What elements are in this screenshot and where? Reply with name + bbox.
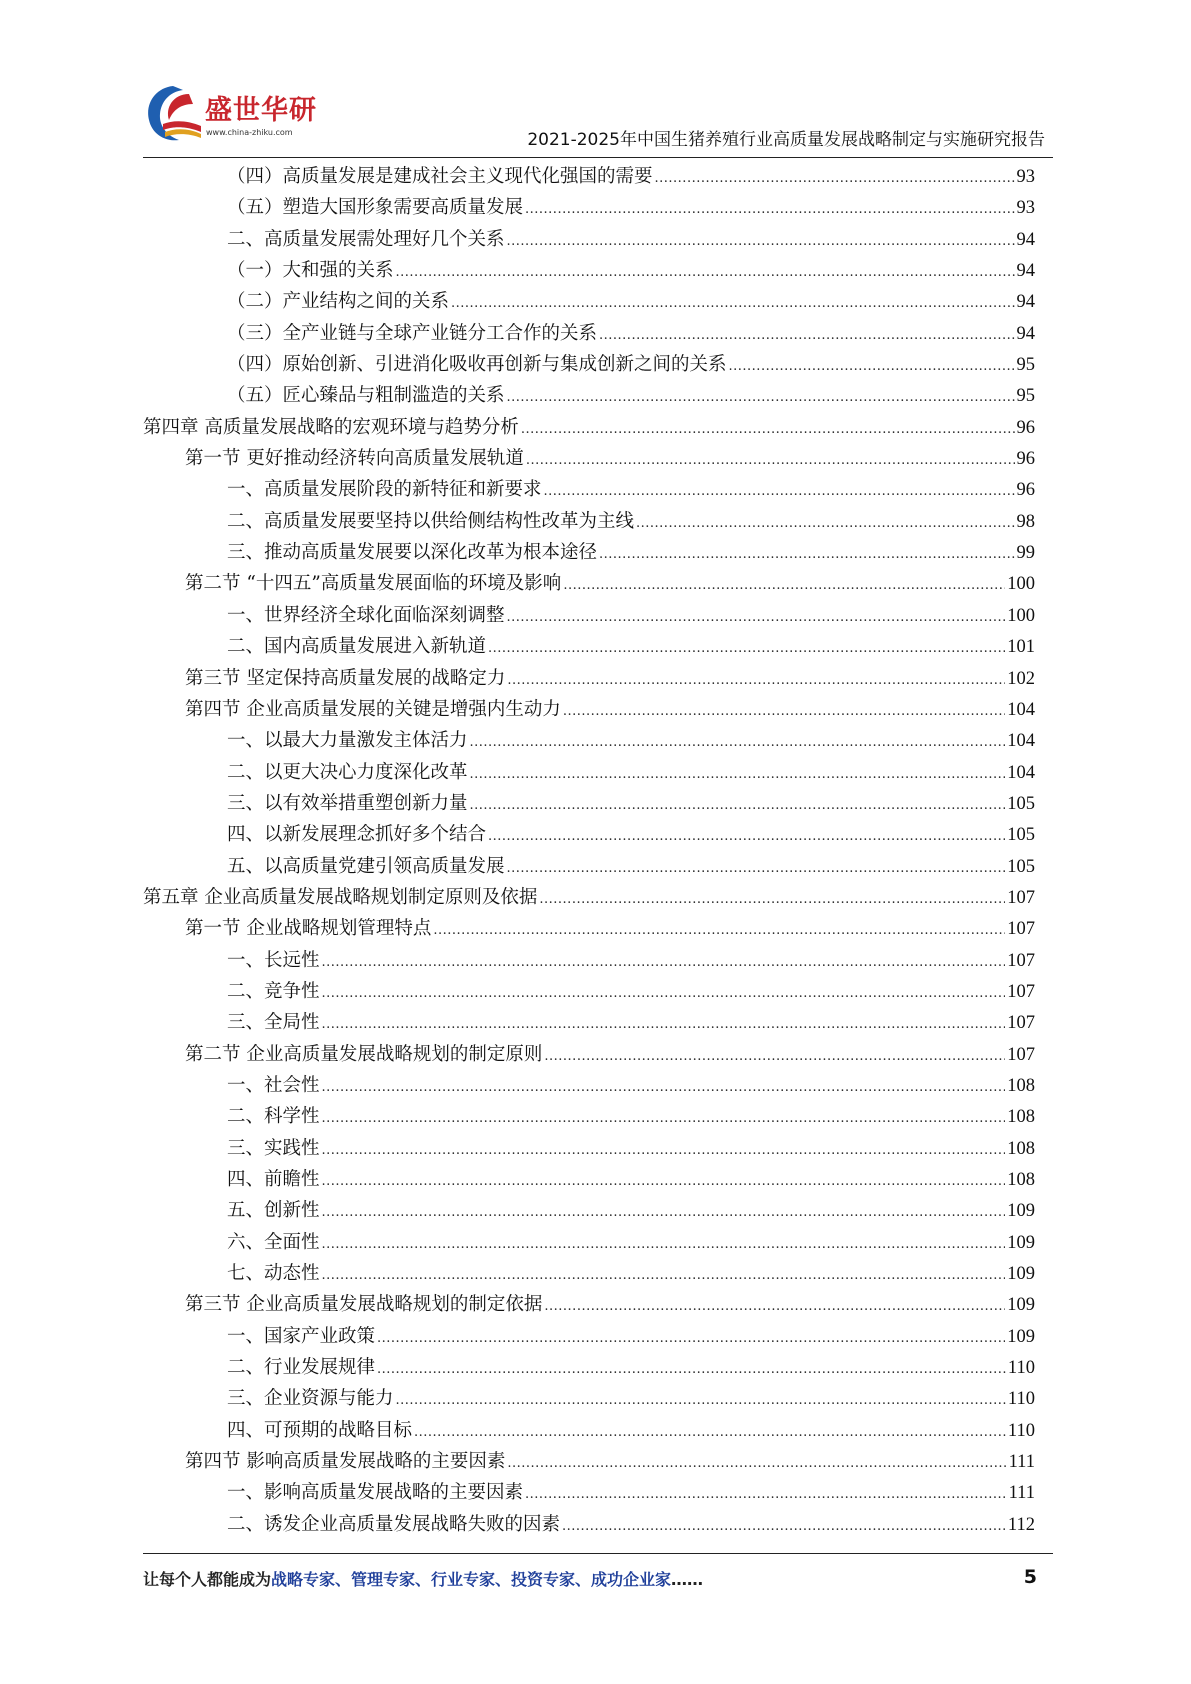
toc-leader-dots bbox=[451, 288, 1014, 319]
toc-leader-dots bbox=[507, 1448, 1006, 1479]
toc-entry-page: 96 bbox=[1016, 480, 1035, 501]
toc-leader-dots bbox=[562, 1511, 1006, 1542]
toc-entry-label: 一、国家产业政策 bbox=[227, 1325, 376, 1347]
toc-leader-dots bbox=[563, 570, 1005, 601]
toc-entry-label: 二、诱发企业高质量发展战略失败的因素 bbox=[227, 1513, 561, 1535]
toc-entry[interactable] bbox=[143, 474, 1035, 505]
toc-leader-dots bbox=[322, 1260, 1006, 1291]
toc-leader-dots bbox=[322, 1103, 1006, 1134]
toc-entry-page: 100 bbox=[1007, 605, 1035, 626]
toc-entry-label: 二、以更大决心力度深化改革 bbox=[227, 761, 468, 783]
toc-entry-label: 第一节 更好推动经济转向高质量发展轨道 bbox=[185, 448, 524, 470]
toc-leader-dots bbox=[322, 1135, 1006, 1166]
toc-entry[interactable] bbox=[143, 1289, 1035, 1320]
toc-entry-page: 95 bbox=[1016, 386, 1035, 407]
toc-entry-page: 107 bbox=[1007, 887, 1035, 908]
toc-entry[interactable] bbox=[143, 694, 1035, 725]
toc-entry[interactable] bbox=[143, 1383, 1035, 1414]
toc-leader-dots bbox=[636, 508, 1014, 539]
toc-entry-page: 94 bbox=[1016, 292, 1035, 313]
slogan-prefix: 让每个人都能成为 bbox=[143, 1570, 272, 1589]
toc-entry-label: 第四节 影响高质量发展战略的主要因素 bbox=[185, 1451, 506, 1473]
toc-entry[interactable] bbox=[143, 725, 1035, 756]
table-of-contents bbox=[143, 161, 1035, 1540]
toc-entry[interactable] bbox=[143, 506, 1035, 537]
toc-entry-page: 112 bbox=[1007, 1514, 1035, 1535]
logo-name: 盛世华研 bbox=[205, 95, 317, 126]
toc-entry[interactable] bbox=[143, 1321, 1035, 1352]
toc-entry-label: （五）塑造大国形象需要高质量发展 bbox=[227, 197, 524, 219]
toc-entry[interactable] bbox=[143, 224, 1035, 255]
toc-entry[interactable] bbox=[143, 1446, 1035, 1477]
toc-entry[interactable] bbox=[143, 976, 1035, 1007]
toc-entry-page: 107 bbox=[1007, 981, 1035, 1002]
footer-slogan bbox=[143, 1567, 703, 1590]
toc-leader-dots bbox=[525, 194, 1014, 225]
toc-leader-dots bbox=[544, 1041, 1005, 1072]
toc-leader-dots bbox=[488, 821, 1005, 852]
toc-entry[interactable] bbox=[143, 819, 1035, 850]
toc-entry-page: 93 bbox=[1016, 167, 1035, 187]
toc-entry-label: 五、以高质量党建引领高质量发展 bbox=[227, 855, 505, 877]
toc-entry-label: 二、科学性 bbox=[227, 1106, 320, 1128]
toc-entry-page: 99 bbox=[1016, 543, 1035, 564]
toc-leader-dots bbox=[470, 727, 1006, 758]
toc-entry-page: 96 bbox=[1016, 449, 1035, 470]
toc-entry[interactable] bbox=[143, 255, 1035, 286]
toc-leader-dots bbox=[377, 1354, 1006, 1385]
toc-entry[interactable] bbox=[143, 1164, 1035, 1195]
toc-entry[interactable] bbox=[143, 757, 1035, 788]
page-header bbox=[143, 80, 1053, 158]
toc-entry[interactable] bbox=[143, 631, 1035, 662]
toc-entry-label: 第五章 企业高质量发展战略规划制定原则及依据 bbox=[143, 886, 538, 908]
toc-entry-page: 111 bbox=[1008, 1452, 1035, 1473]
toc-leader-dots bbox=[729, 351, 1015, 382]
toc-entry-page: 109 bbox=[1007, 1201, 1035, 1222]
toc-entry-page: 94 bbox=[1016, 261, 1035, 282]
toc-leader-dots bbox=[563, 696, 1005, 727]
toc-entry-page: 109 bbox=[1007, 1232, 1035, 1253]
toc-entry-page: 100 bbox=[1007, 574, 1035, 595]
header-divider bbox=[143, 157, 1053, 158]
toc-entry[interactable] bbox=[143, 1352, 1035, 1383]
toc-entry[interactable] bbox=[143, 318, 1035, 349]
toc-entry-page: 110 bbox=[1007, 1389, 1035, 1410]
toc-entry-label: （四）高质量发展是建成社会主义现代化强国的需要 bbox=[227, 166, 653, 187]
toc-leader-dots bbox=[544, 476, 1015, 507]
logo-url: www.china-zhiku.com bbox=[206, 128, 293, 137]
toc-entry[interactable] bbox=[143, 1195, 1035, 1226]
toc-entry-page: 105 bbox=[1007, 856, 1035, 877]
toc-entry[interactable] bbox=[143, 161, 1035, 192]
toc-entry-page: 105 bbox=[1007, 793, 1035, 814]
toc-leader-dots bbox=[377, 1323, 1005, 1354]
toc-entry-page: 110 bbox=[1007, 1420, 1035, 1441]
report-title: 2021-2025年中国生猪养殖行业高质量发展战略制定与实施研究报告 bbox=[527, 130, 1045, 150]
toc-entry[interactable] bbox=[143, 1133, 1035, 1164]
toc-entry[interactable] bbox=[143, 851, 1035, 882]
toc-entry-label: （四）原始创新、引进消化吸收再创新与集成创新之间的关系 bbox=[227, 354, 727, 376]
toc-entry-label: 三、企业资源与能力 bbox=[227, 1388, 394, 1410]
toc-leader-dots bbox=[470, 790, 1006, 821]
toc-entry-label: 第三节 企业高质量发展战略规划的制定依据 bbox=[185, 1294, 543, 1316]
toc-entry-label: 三、以有效举措重塑创新力量 bbox=[227, 792, 468, 814]
toc-entry-page: 96 bbox=[1016, 417, 1035, 438]
toc-leader-dots bbox=[521, 414, 1015, 445]
toc-entry[interactable] bbox=[143, 600, 1035, 631]
toc-leader-dots bbox=[470, 759, 1006, 790]
toc-entry[interactable] bbox=[143, 1227, 1035, 1258]
toc-leader-dots bbox=[525, 1479, 1007, 1510]
toc-entry-page: 107 bbox=[1007, 1013, 1035, 1034]
toc-entry-label: 二、竞争性 bbox=[227, 980, 320, 1002]
toc-entry-label: 一、世界经济全球化面临深刻调整 bbox=[227, 604, 505, 626]
toc-entry-page: 94 bbox=[1016, 323, 1035, 344]
toc-entry-label: 二、高质量发展要坚持以供给侧结构性改革为主线 bbox=[227, 510, 635, 532]
toc-entry-label: 一、影响高质量发展战略的主要因素 bbox=[227, 1482, 524, 1504]
toc-entry-page: 108 bbox=[1007, 1075, 1035, 1096]
toc-entry[interactable] bbox=[143, 1415, 1035, 1446]
toc-leader-dots bbox=[599, 320, 1014, 351]
toc-entry-page: 107 bbox=[1007, 1044, 1035, 1065]
toc-entry[interactable] bbox=[143, 1007, 1035, 1038]
toc-entry-label: （五）匠心臻品与粗制滥造的关系 bbox=[227, 385, 505, 407]
toc-entry-label: 第二节 “十四五”高质量发展面临的环境及影响 bbox=[185, 573, 562, 595]
toc-entry[interactable] bbox=[143, 412, 1035, 443]
toc-entry-page: 107 bbox=[1007, 950, 1035, 971]
toc-entry-label: （一）大和强的关系 bbox=[227, 260, 394, 282]
toc-entry-label: 四、前瞻性 bbox=[227, 1169, 320, 1190]
toc-entry-label: 五、创新性 bbox=[227, 1200, 320, 1222]
toc-entry[interactable] bbox=[143, 663, 1035, 694]
toc-leader-dots bbox=[322, 1166, 1006, 1197]
toc-leader-dots bbox=[396, 1385, 1006, 1416]
toc-leader-dots bbox=[507, 853, 1006, 884]
page-footer bbox=[143, 1567, 1053, 1597]
toc-leader-dots bbox=[322, 947, 1006, 978]
toc-entry-label: 二、行业发展规律 bbox=[227, 1357, 376, 1379]
toc-leader-dots bbox=[655, 163, 1015, 194]
toc-entry[interactable] bbox=[143, 1509, 1035, 1540]
toc-leader-dots bbox=[526, 445, 1015, 476]
toc-leader-dots bbox=[322, 1229, 1006, 1260]
toc-entry-label: 二、国内高质量发展进入新轨道 bbox=[227, 636, 487, 658]
toc-entry-label: 一、社会性 bbox=[227, 1074, 320, 1096]
toc-entry-page: 93 bbox=[1016, 198, 1035, 219]
toc-leader-dots bbox=[433, 915, 1005, 946]
toc-entry[interactable] bbox=[143, 192, 1035, 223]
toc-entry-label: 三、全局性 bbox=[227, 1012, 320, 1034]
toc-entry[interactable] bbox=[143, 1477, 1035, 1508]
toc-leader-dots bbox=[507, 665, 1005, 696]
toc-entry-label: （三）全产业链与全球产业链分工合作的关系 bbox=[227, 322, 598, 344]
toc-entry[interactable] bbox=[143, 1070, 1035, 1101]
toc-entry-label: 第四章 高质量发展战略的宏观环境与趋势分析 bbox=[143, 416, 519, 438]
toc-entry-label: 第二节 企业高质量发展战略规划的制定原则 bbox=[185, 1043, 543, 1065]
toc-entry[interactable] bbox=[143, 788, 1035, 819]
toc-entry[interactable] bbox=[143, 537, 1035, 568]
toc-entry[interactable] bbox=[143, 913, 1035, 944]
toc-entry-label: 三、推动高质量发展要以深化改革为根本途径 bbox=[227, 542, 598, 564]
toc-entry-page: 104 bbox=[1007, 699, 1035, 720]
toc-entry-page: 108 bbox=[1007, 1107, 1035, 1128]
toc-leader-dots bbox=[414, 1417, 1006, 1448]
toc-entry-page: 102 bbox=[1007, 668, 1035, 689]
page-number: 5 bbox=[1023, 1566, 1037, 1588]
toc-entry-page: 104 bbox=[1007, 762, 1035, 783]
toc-entry-page: 101 bbox=[1007, 637, 1035, 658]
toc-entry-page: 110 bbox=[1007, 1358, 1035, 1379]
toc-entry[interactable] bbox=[143, 1101, 1035, 1132]
toc-entry-page: 94 bbox=[1016, 229, 1035, 250]
toc-entry-label: 二、高质量发展需处理好几个关系 bbox=[227, 228, 505, 250]
toc-entry-page: 105 bbox=[1007, 825, 1035, 846]
toc-entry-label: 四、可预期的战略目标 bbox=[227, 1419, 413, 1441]
slogan-suffix: …… bbox=[671, 1570, 704, 1589]
toc-entry[interactable] bbox=[143, 349, 1035, 380]
toc-leader-dots bbox=[507, 382, 1015, 413]
toc-leader-dots bbox=[539, 884, 1005, 915]
toc-leader-dots bbox=[507, 602, 1006, 633]
toc-entry[interactable] bbox=[143, 286, 1035, 317]
toc-entry-page: 109 bbox=[1007, 1264, 1035, 1285]
toc-entry[interactable] bbox=[143, 380, 1035, 411]
toc-entry-label: 第四节 企业高质量发展的关键是增强内生动力 bbox=[185, 698, 561, 720]
toc-entry-page: 111 bbox=[1008, 1483, 1035, 1504]
toc-entry-page: 107 bbox=[1007, 919, 1035, 940]
toc-leader-dots bbox=[322, 1009, 1006, 1040]
toc-leader-dots bbox=[599, 539, 1014, 570]
toc-leader-dots bbox=[507, 226, 1015, 257]
toc-entry-label: 六、全面性 bbox=[227, 1231, 320, 1253]
toc-entry-page: 95 bbox=[1016, 355, 1035, 376]
toc-entry-label: （二）产业结构之间的关系 bbox=[227, 291, 450, 313]
toc-entry-label: 一、高质量发展阶段的新特征和新要求 bbox=[227, 479, 542, 501]
toc-leader-dots bbox=[322, 1072, 1006, 1103]
toc-leader-dots bbox=[396, 257, 1015, 288]
toc-entry[interactable] bbox=[143, 443, 1035, 474]
toc-entry-label: 第三节 坚定保持高质量发展的战略定力 bbox=[185, 667, 506, 689]
toc-entry-label: 一、长远性 bbox=[227, 949, 320, 971]
toc-entry[interactable] bbox=[143, 945, 1035, 976]
toc-entry-label: 四、以新发展理念抓好多个结合 bbox=[227, 824, 487, 846]
toc-entry[interactable] bbox=[143, 568, 1035, 599]
toc-leader-dots bbox=[322, 1197, 1006, 1228]
toc-entry-page: 109 bbox=[1007, 1326, 1035, 1347]
toc-entry-label: 三、实践性 bbox=[227, 1137, 320, 1159]
toc-entry-page: 108 bbox=[1007, 1138, 1035, 1159]
toc-entry-label: 第一节 企业战略规划管理特点 bbox=[185, 918, 432, 940]
toc-entry-page: 108 bbox=[1007, 1170, 1035, 1190]
toc-entry-page: 98 bbox=[1016, 511, 1035, 532]
toc-entry-label: 一、以最大力量激发主体活力 bbox=[227, 730, 468, 752]
toc-leader-dots bbox=[544, 1291, 1005, 1322]
slogan-highlight: 战略专家、管理专家、行业专家、投资专家、成功企业家 bbox=[271, 1570, 672, 1589]
footer-divider bbox=[143, 1553, 1053, 1554]
toc-entry-page: 109 bbox=[1007, 1295, 1035, 1316]
toc-entry[interactable] bbox=[143, 1039, 1035, 1070]
toc-entry[interactable] bbox=[143, 882, 1035, 913]
toc-leader-dots bbox=[488, 633, 1005, 664]
toc-entry[interactable] bbox=[143, 1258, 1035, 1289]
toc-entry-label: 七、动态性 bbox=[227, 1263, 320, 1285]
toc-entry-page: 104 bbox=[1007, 731, 1035, 752]
toc-leader-dots bbox=[322, 978, 1006, 1009]
